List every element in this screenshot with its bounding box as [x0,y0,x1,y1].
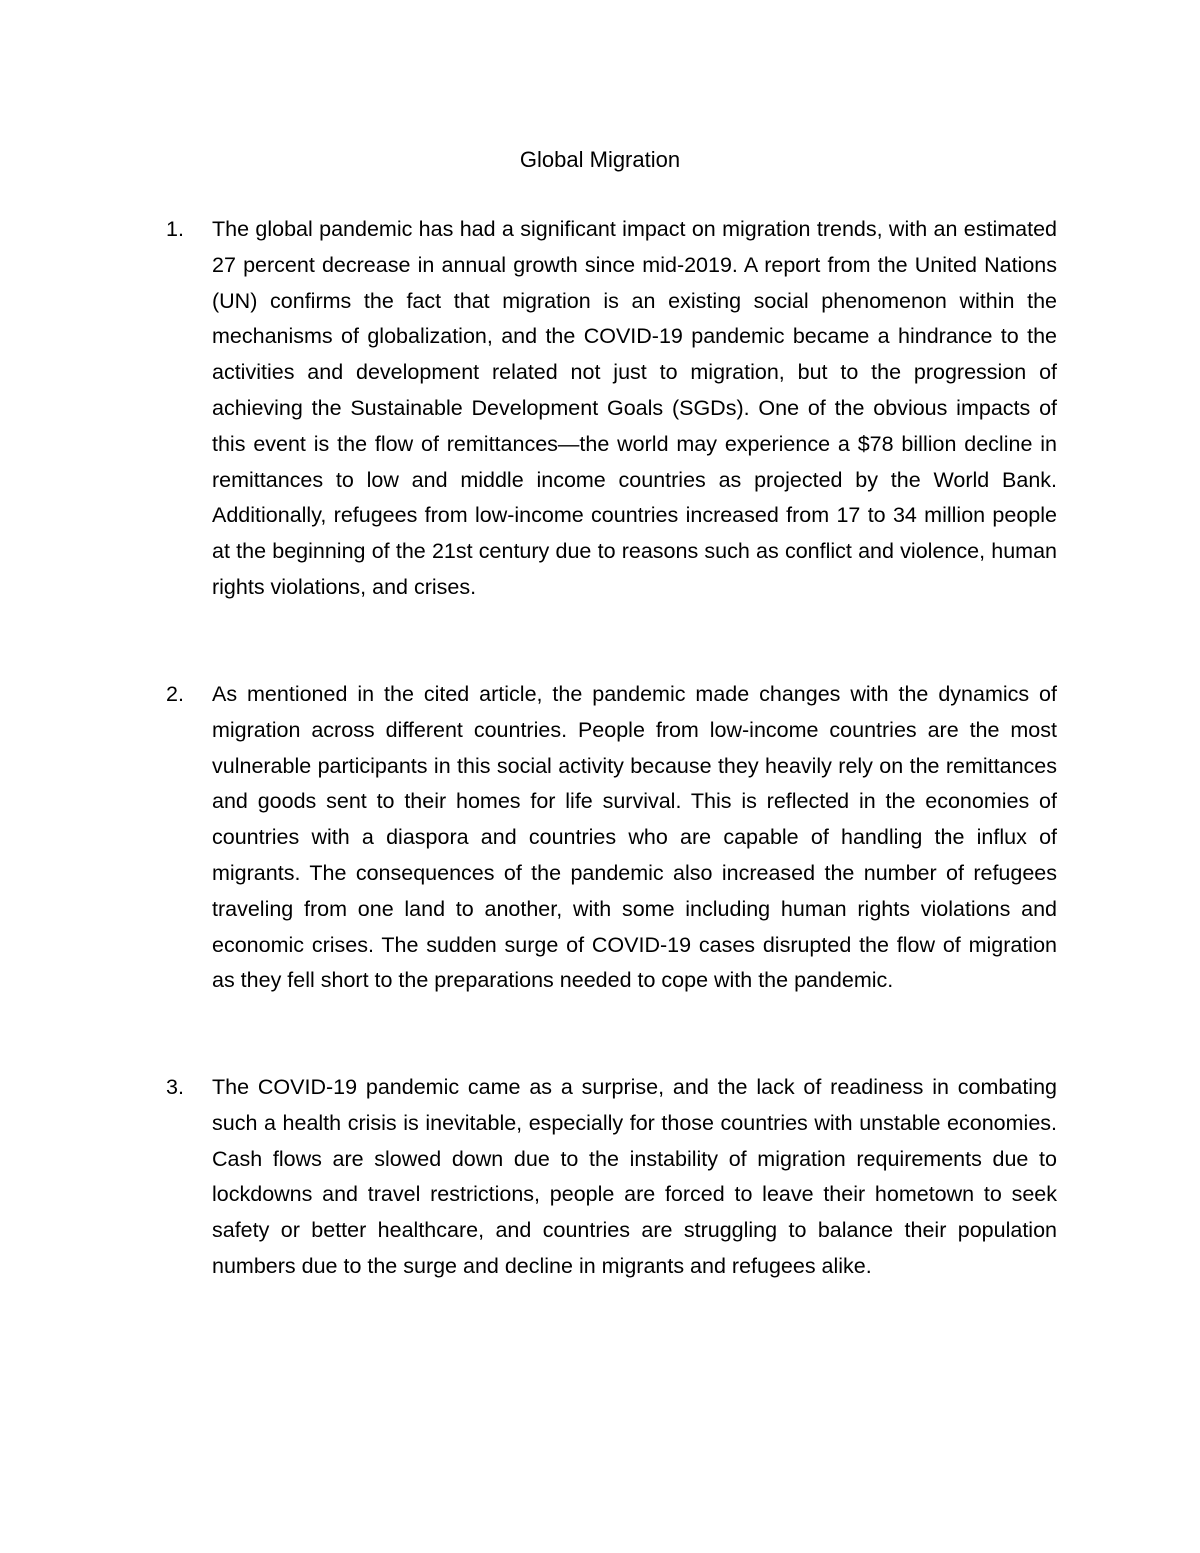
list-item-number: 3. [166,1075,184,1099]
list-item [166,1070,1057,1285]
list-item [166,677,1057,999]
list-item-text: As mentioned in the cited article, the pandemic made changes with the dynamics of migration across different countries. People from low-income countries are the most vulnerable participants in this social activity because they heavily rely on the remittances and goods sent to their homes for life survival. This is reflected in the economies of countries with a diaspora and countries who are capable of handling the influx of migrants. The consequences of the pandemic also increased the number of refugees traveling from one land to another, with some including human rights violations and economic crises. The sudden surge of COVID-19 cases disrupted the flow of migration as they fell short to the preparations needed to cope with the pandemic. [212,682,1057,993]
list-item-text: The COVID-19 pandemic came as a surprise, and the lack of readiness in combating such a health crisis is inevitable, especially for those countries with unstable economies. Cash flows are slowed down due to the instability of migration requirements due to lockdowns and travel restrictions, people are forced to leave their hometown to seek safety or better healthcare, and countries are struggling to balance their population numbers due to the surge and decline in migrants and refugees alike. [212,1075,1057,1278]
list-item-text: The global pandemic has had a significant impact on migration trends, with an estimated 27 percent decrease in annual growth since mid-2019. A report from the United Nations (UN) confirms the fact that migration is an existing social phenomenon within the mechanisms of globalization, and the COVID-19 pandemic became a hindrance to the activities and development related not just to migration, but to the progression of achieving the Sustainable Development Goals (SGDs). One of the obvious impacts of this event is the flow of remittances—the world may experience a $78 billion decline in remittances to low and middle income countries as projected by the World Bank. Additionally, refugees from low-income countries increased from 17 to 34 million people at the beginning of the 21st century due to reasons such as conflict and violence, human rights violations, and crises. [212,217,1057,599]
list-item-number: 1. [166,217,184,241]
list-item [166,212,1057,606]
document-title: Global Migration [519,147,681,172]
list-item-number: 2. [166,682,184,706]
